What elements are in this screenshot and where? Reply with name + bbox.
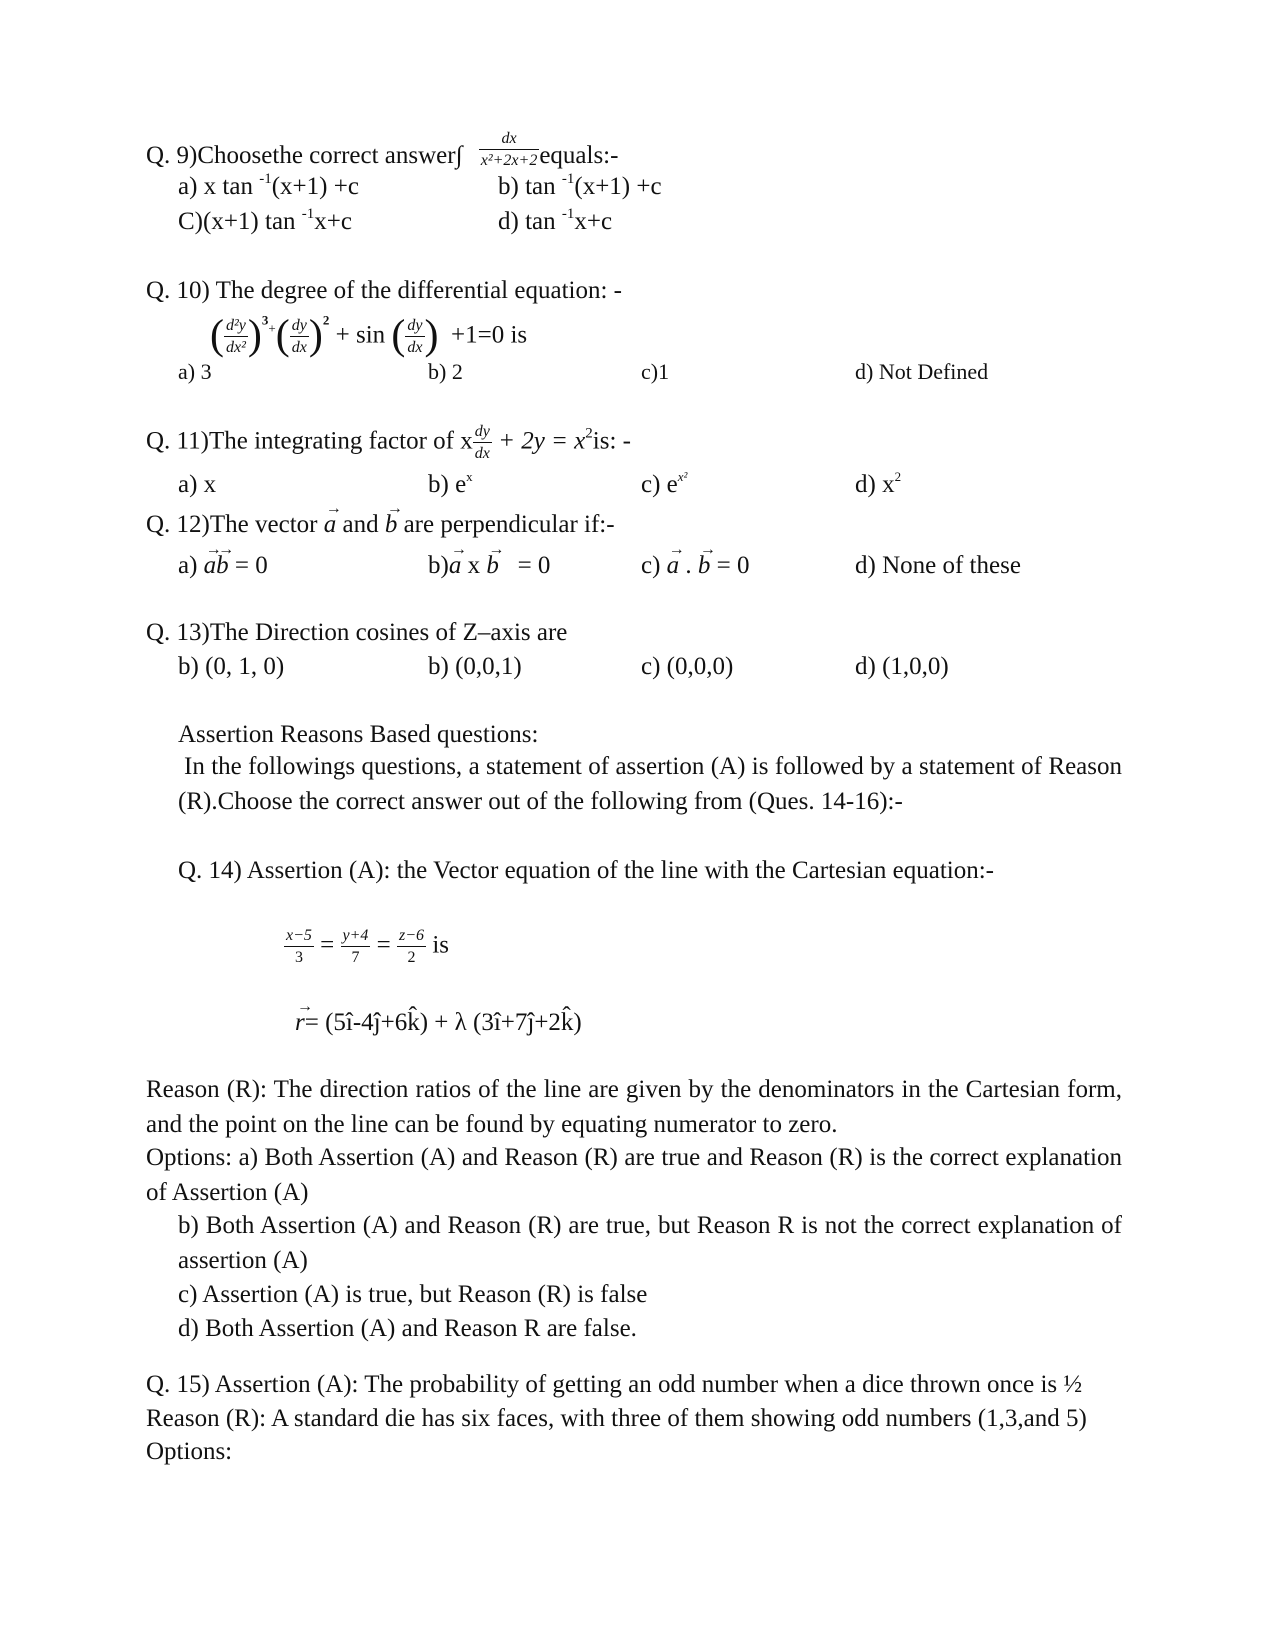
paren-close-1: ) [247, 312, 262, 359]
q10-n3: dy [405, 318, 424, 337]
q10-frac-2 [290, 318, 309, 356]
q10-option-d: d) Not Defined [855, 359, 989, 384]
q15-assertion: Q. 15) Assertion (A): The probability of getting an odd number when a dice thrown once is ½ [146, 1371, 1083, 1398]
vector-b: → b [216, 551, 229, 581]
q14-option-b: b) Both Assertion (A) and Reason (R) are true, but Reason R is not the correct explanation of assertion (A) [178, 1212, 1122, 1274]
ar-intro-text: In the followings questions, a statement of assertion (A) is followed by a statement of Reason (R).Choose the correct answer out of the following from (Ques. 14-16):- [178, 753, 1122, 815]
q12-c-label: c) [641, 552, 661, 579]
q9-b-text: b) tan [498, 173, 556, 200]
q10-d3: dx [407, 339, 423, 356]
q11-c-sup: x² [677, 469, 688, 484]
q14-cartesian [284, 928, 449, 966]
ar-heading: Assertion Reasons Based questions: [178, 721, 539, 748]
vector-a: → a [204, 551, 217, 581]
q14-option-d: d) Both Assertion (A) and Reason R are false. [178, 1315, 637, 1342]
q10-frac-1 [224, 318, 248, 356]
q14-eq-1: = [320, 931, 335, 959]
q9-c-tail: x+c [314, 208, 352, 235]
q11-mid: + 2y = x [498, 427, 586, 455]
q12-option-d: d) None of these [855, 552, 1021, 579]
q14-frac-x [284, 928, 314, 966]
q14-eq-2: = [376, 931, 391, 959]
q12-option-b [428, 551, 550, 581]
vector-b: → b [698, 551, 711, 581]
q11-stem-text: Q. 11)The integrating factor of x [146, 427, 473, 455]
q14-stem: Q. 14) Assertion (A): the Vector equation of the line with the Cartesian equation:- [178, 857, 995, 884]
paren-open-1: ( [210, 312, 224, 359]
q14-vec-eq-text: = (5î-4ĵ+6k̂) + λ (3î+7ĵ+2k̂) [304, 1009, 582, 1036]
q10-n1: d²y [224, 318, 248, 337]
vector-b: → b [486, 551, 499, 581]
q14-f1d: 3 [294, 949, 303, 966]
q14-is: is [432, 931, 449, 959]
paren-open-2: ( [275, 312, 290, 359]
q9-c-text: C)(x+1) tan [178, 208, 296, 235]
q14-option-c: c) Assertion (A) is true, but Reason (R) is false [178, 1281, 648, 1308]
q13-stem: Q. 13)The Direction cosines of Z–axis are [146, 619, 568, 646]
q9-option-a [178, 172, 359, 202]
q14-f2n: y+4 [341, 928, 371, 947]
q14-option-a: Options: a) Both Assertion (A) and Reason (R) are true and Reason (R) is the correct explanation of Assertion (A) [146, 1144, 1122, 1206]
q13-option-c: c) (0,0,0) [641, 653, 734, 680]
q9-fraction [479, 131, 540, 169]
q9-denominator: x²+2x+2 [480, 152, 538, 169]
q11-option-a: a) x [178, 471, 217, 498]
q12-b-mid: x [467, 552, 481, 579]
q10-end: +1=0 is [451, 321, 528, 349]
q11-stem [146, 424, 631, 462]
q9-option-c [178, 207, 352, 237]
q9-numerator: dx [479, 131, 540, 150]
q10-option-b: b) 2 [428, 359, 463, 384]
paren-close-2: ) [308, 312, 323, 359]
q14-f1n: x−5 [284, 928, 314, 947]
q10-stem: Q. 10) The degree of the differential equation: - [146, 277, 622, 304]
q10-sin: + sin [335, 321, 386, 349]
q15-options: Options: [146, 1438, 233, 1465]
q10-equation [210, 312, 528, 359]
q12-and: and [342, 511, 379, 538]
q13-option-d: d) (1,0,0) [855, 653, 949, 680]
q12-c-mid: . [685, 552, 692, 579]
vector-r: → r [295, 1008, 305, 1038]
q11-sup: 2 [585, 425, 593, 442]
q10-frac-3 [405, 318, 424, 356]
q9-option-b [498, 172, 662, 202]
q10-n2: dy [290, 318, 309, 337]
q11-b-sup: x [466, 469, 473, 484]
q11-option-c [641, 470, 687, 500]
q9-a-sup: -1 [259, 171, 272, 187]
q12-stem-text: Q. 12)The vector [146, 511, 318, 538]
q10-option-a: a) 3 [178, 359, 212, 384]
q11-b-text: b) e [428, 471, 467, 498]
q11-d-sup: 2 [894, 469, 902, 484]
q11-end: is: - [592, 427, 631, 455]
q10-power-1: 3 [261, 312, 269, 328]
q14-frac-z [397, 928, 426, 966]
q12-c-end: = 0 [716, 552, 750, 579]
q9-option-d [498, 207, 612, 237]
paren-open-3: ( [391, 312, 406, 359]
ar-intro [178, 749, 1122, 819]
q11-den: dx [474, 445, 490, 462]
q9-d-tail: x+c [574, 208, 613, 235]
paren-close-3: ) [424, 312, 439, 359]
q9-d-text: d) tan [498, 208, 556, 235]
q9-c-sup: -1 [301, 206, 315, 222]
q14-vector-equation [295, 1008, 582, 1038]
q11-c-text: c) e [641, 471, 678, 498]
q14-f3d: 2 [407, 949, 416, 966]
q15-reason: Reason (R): A standard die has six faces, with three of them showing odd numbers (1,3,and 5) [146, 1405, 1087, 1432]
q11-option-d [855, 470, 901, 500]
q11-d-text: d) x [855, 471, 895, 498]
q13-option-a: b) (0, 1, 0) [178, 653, 285, 680]
q12-end: are perpendicular if:- [403, 511, 615, 538]
q9-stem [146, 131, 618, 171]
q10-option-c: c)1 [641, 359, 670, 384]
q12-option-a [178, 551, 268, 581]
q10-power-2: 2 [322, 312, 330, 328]
q9-b-tail: (x+1) +c [574, 173, 662, 200]
q9-stem-text: Q. 9)Choosethe correct answer [146, 142, 456, 169]
q9-end: equals:- [539, 142, 619, 169]
q11-num: dy [473, 424, 492, 443]
q11-fraction [473, 424, 492, 462]
q14-f3n: z−6 [397, 928, 426, 947]
q12-b-end: = 0 [517, 552, 551, 579]
vector-a: → a [667, 551, 680, 581]
q14-frac-y [341, 928, 371, 966]
q9-b-sup: -1 [561, 171, 575, 187]
q12-b-label: b) [428, 552, 449, 579]
vector-b: → b [385, 510, 398, 540]
q13-option-b: b) (0,0,1) [428, 653, 522, 680]
q10-plus: + [268, 320, 276, 336]
q10-d1: dx² [226, 339, 246, 356]
q10-d2: dx [291, 339, 307, 356]
q9-a-tail: (x+1) +c [271, 173, 359, 200]
q9-a-text: a) x tan [178, 173, 253, 200]
q12-option-c [641, 551, 750, 581]
q11-option-b [428, 470, 473, 500]
q14-reason: Reason (R): The direction ratios of the line are given by the denominators in the Cartesian form, and the point on the line can be found by equating numerator to zero. [146, 1076, 1122, 1138]
q9-d-sup: -1 [561, 206, 575, 222]
q12-a-end: = 0 [234, 552, 268, 579]
vector-a: → a [449, 551, 462, 581]
vector-a: → a [324, 510, 337, 540]
q12-a-label: a) [178, 552, 198, 579]
q14-f2d: 7 [351, 949, 360, 966]
integral-symbol: ∫ [455, 142, 463, 169]
